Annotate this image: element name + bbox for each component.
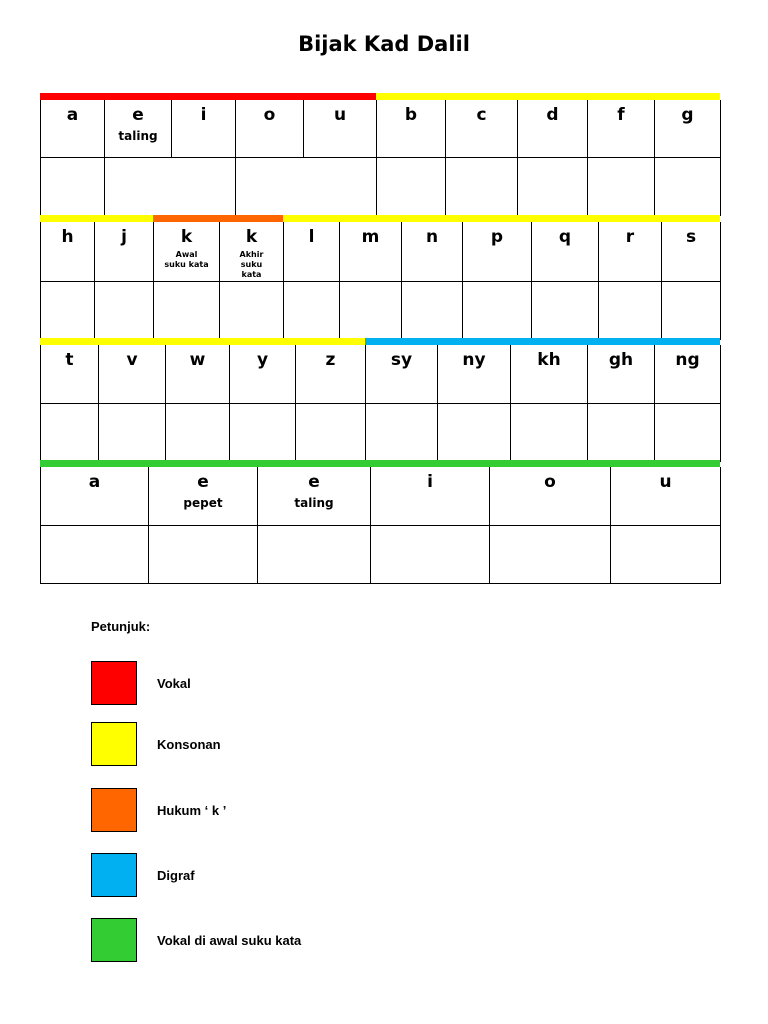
letter-sublabel: Awal suku kata — [164, 250, 209, 269]
blank-answer-cell[interactable] — [296, 404, 366, 462]
letter-label: u — [659, 472, 672, 492]
letter-grid — [40, 222, 720, 340]
letter-cell — [236, 100, 304, 158]
letter-grid — [40, 100, 720, 216]
blank-answer-cell[interactable] — [105, 158, 236, 216]
blank-answer-cell[interactable] — [41, 526, 149, 584]
letter-cell — [166, 345, 230, 404]
letter-cell — [366, 345, 438, 404]
color-bar-strip — [40, 460, 720, 467]
letter-grid — [40, 345, 720, 462]
color-bar-strip — [40, 215, 720, 222]
letter-grid — [40, 467, 720, 584]
legend-swatch — [91, 661, 137, 705]
letter-cell — [655, 345, 721, 404]
blank-answer-cell[interactable] — [655, 158, 721, 216]
letter-label: sy — [390, 350, 413, 370]
letter-label: o — [263, 105, 276, 125]
color-bar — [153, 215, 283, 222]
letter-cell — [105, 100, 172, 158]
blank-answer-cell[interactable] — [236, 158, 377, 216]
letter-label: k — [180, 227, 193, 247]
color-bar — [376, 93, 720, 100]
blank-answer-cell[interactable] — [438, 404, 511, 462]
legend-swatch — [91, 918, 137, 962]
letter-label: e — [308, 472, 320, 492]
legend-swatch — [91, 722, 137, 766]
letter-label: e — [132, 105, 144, 125]
letter-label: ny — [462, 350, 486, 370]
letter-label: m — [361, 227, 380, 247]
letter-cell — [611, 467, 721, 526]
blank-answer-cell[interactable] — [511, 404, 588, 462]
letter-label: y — [256, 350, 269, 370]
letter-cell — [655, 100, 721, 158]
letter-cell — [99, 345, 166, 404]
letter-cell — [41, 222, 95, 282]
letter-cell — [490, 467, 611, 526]
letter-label: c — [476, 105, 487, 125]
letter-label: n — [425, 227, 439, 247]
letter-sublabel: taling — [294, 496, 334, 510]
letter-label: i — [200, 105, 207, 125]
blank-answer-cell[interactable] — [149, 526, 258, 584]
letter-cell — [463, 222, 532, 282]
table-row — [40, 460, 720, 584]
blank-answer-cell[interactable] — [518, 158, 588, 216]
color-bar-strip — [40, 338, 720, 345]
blank-answer-cell[interactable] — [230, 404, 296, 462]
blank-answer-cell[interactable] — [284, 282, 340, 340]
blank-answer-cell[interactable] — [588, 158, 655, 216]
letter-sublabel: Akhir suku kata — [239, 250, 264, 279]
letter-label: a — [88, 472, 101, 492]
letter-cell — [371, 467, 490, 526]
letter-cell — [149, 467, 258, 526]
letter-cell — [41, 100, 105, 158]
letter-cell — [518, 100, 588, 158]
letter-label: p — [490, 227, 504, 247]
blank-answer-cell[interactable] — [446, 158, 518, 216]
blank-answer-cell[interactable] — [402, 282, 463, 340]
color-bar — [40, 460, 720, 467]
letter-cell — [532, 222, 599, 282]
legend-label: Hukum ‘ k ’ — [157, 803, 227, 818]
letter-cell — [154, 222, 220, 282]
color-bar — [40, 215, 153, 222]
letter-cell — [41, 467, 149, 526]
blank-answer-cell[interactable] — [490, 526, 611, 584]
letter-label: h — [61, 227, 74, 247]
letter-label: g — [681, 105, 694, 125]
letter-cell — [588, 345, 655, 404]
legend-label: Vokal — [157, 676, 191, 691]
letter-cell — [41, 345, 99, 404]
letter-label: j — [121, 227, 127, 247]
blank-answer-cell[interactable] — [41, 282, 95, 340]
letter-sublabel: pepet — [183, 496, 223, 510]
table-row — [40, 215, 720, 340]
letter-sublabel: taling — [118, 129, 158, 143]
letter-label: o — [544, 472, 556, 492]
letter-cell — [230, 345, 296, 404]
blank-answer-cell[interactable] — [377, 158, 446, 216]
letter-label: v — [126, 350, 138, 370]
letter-label: l — [308, 227, 315, 247]
letter-label: r — [625, 227, 635, 247]
letter-label: d — [546, 105, 559, 125]
blank-answer-cell[interactable] — [99, 404, 166, 462]
blank-answer-cell[interactable] — [371, 526, 490, 584]
letter-cell — [284, 222, 340, 282]
color-bar — [40, 93, 376, 100]
legend-title: Petunjuk: — [91, 619, 151, 634]
blank-answer-cell[interactable] — [154, 282, 220, 340]
blank-answer-cell[interactable] — [41, 404, 99, 462]
letter-cell — [402, 222, 463, 282]
letter-label: w — [189, 350, 206, 370]
letter-label: t — [65, 350, 74, 370]
letter-cell — [446, 100, 518, 158]
color-bar — [40, 338, 365, 345]
letter-cell — [588, 100, 655, 158]
letter-label: k — [245, 227, 258, 247]
letter-label: e — [197, 472, 209, 492]
blank-answer-cell[interactable] — [463, 282, 532, 340]
blank-answer-cell[interactable] — [599, 282, 662, 340]
blank-answer-cell[interactable] — [588, 404, 655, 462]
letter-cell — [662, 222, 721, 282]
table-row — [40, 338, 720, 462]
color-bar-strip — [40, 93, 720, 100]
letter-label: u — [333, 105, 347, 125]
blank-answer-cell[interactable] — [41, 158, 105, 216]
blank-answer-cell[interactable] — [95, 282, 154, 340]
letter-cell — [377, 100, 446, 158]
letter-cell — [95, 222, 154, 282]
letter-cell — [258, 467, 371, 526]
table-row — [40, 93, 720, 216]
legend-swatch — [91, 853, 137, 897]
color-bar — [365, 338, 720, 345]
letter-label: i — [427, 472, 433, 492]
page-title: Bijak Kad Dalil — [298, 32, 470, 56]
letter-label: ng — [675, 350, 700, 370]
letter-cell — [511, 345, 588, 404]
blank-answer-cell[interactable] — [166, 404, 230, 462]
blank-answer-cell[interactable] — [340, 282, 402, 340]
legend-label: Digraf — [157, 868, 195, 883]
letter-cell — [599, 222, 662, 282]
color-bar — [283, 215, 720, 222]
letter-cell — [296, 345, 366, 404]
letter-label: z — [325, 350, 336, 370]
legend-label: Konsonan — [157, 737, 221, 752]
legend-label: Vokal di awal suku kata — [157, 933, 302, 948]
blank-answer-cell[interactable] — [220, 282, 284, 340]
blank-answer-cell[interactable] — [611, 526, 721, 584]
letter-label: a — [66, 105, 79, 125]
letter-label: b — [404, 105, 418, 125]
blank-answer-cell[interactable] — [258, 526, 371, 584]
letter-cell — [438, 345, 511, 404]
blank-answer-cell[interactable] — [655, 404, 721, 462]
letter-label: q — [558, 227, 572, 247]
letter-label: kh — [537, 350, 561, 370]
letter-label: gh — [608, 350, 634, 370]
blank-answer-cell[interactable] — [662, 282, 721, 340]
letter-cell — [220, 222, 284, 282]
blank-answer-cell[interactable] — [532, 282, 599, 340]
letter-cell — [340, 222, 402, 282]
blank-answer-cell[interactable] — [366, 404, 438, 462]
letter-label: f — [617, 105, 625, 125]
letter-cell — [304, 100, 377, 158]
legend-swatch — [91, 788, 137, 832]
letter-label: s — [685, 227, 697, 247]
letter-cell — [172, 100, 236, 158]
